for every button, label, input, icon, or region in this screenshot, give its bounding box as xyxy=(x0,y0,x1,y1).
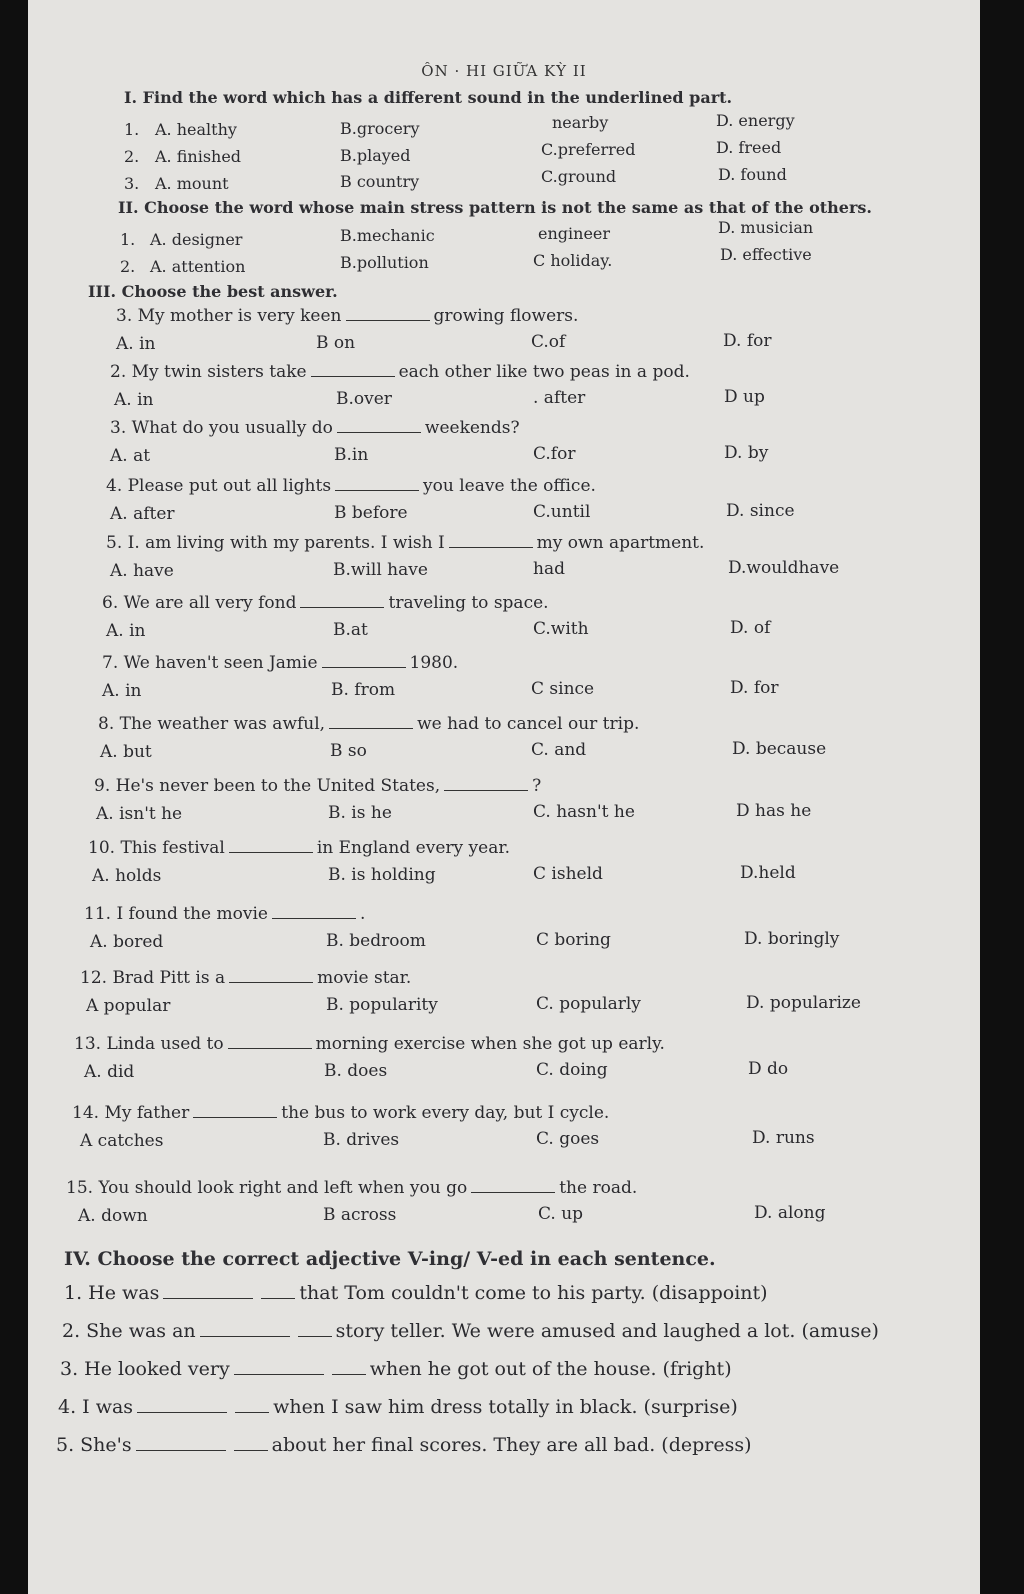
p3-q7-option-d[interactable]: D. for xyxy=(730,678,779,698)
p1-q2-num: 2. xyxy=(124,147,140,166)
p3-q4-option-d[interactable]: D. since xyxy=(726,501,795,521)
question-stem: 11. I found the movie xyxy=(84,904,268,924)
p4-question-5 xyxy=(56,1434,752,1456)
p3-q13-option-a[interactable]: A. did xyxy=(84,1062,135,1082)
question-stem: 5. She's xyxy=(56,1434,132,1456)
answer-blank[interactable] xyxy=(137,1398,227,1413)
p3-q13-option-b[interactable]: B. does xyxy=(324,1061,388,1081)
p3-q4-option-b[interactable]: B before xyxy=(334,503,408,523)
p1-q2-a: A. finished xyxy=(155,147,242,166)
p3-question-5 xyxy=(106,533,704,553)
p3-q12-option-c[interactable]: C. popularly xyxy=(536,994,641,1014)
p3-q14-option-b[interactable]: B. drives xyxy=(323,1130,400,1150)
question-tail: 1980. xyxy=(409,653,459,673)
question-stem: 3. What do you usually do xyxy=(110,418,333,438)
question-tail: you leave the office. xyxy=(423,476,596,496)
p3-q7-option-a[interactable]: A. in xyxy=(102,681,142,701)
p3-q6-option-c[interactable]: C.with xyxy=(533,619,589,639)
answer-blank[interactable] xyxy=(228,1034,312,1049)
answer-blank[interactable] xyxy=(229,968,313,983)
p3-q10-option-a[interactable]: A. holds xyxy=(92,866,162,886)
answer-blank[interactable] xyxy=(329,714,413,729)
p3-q9-option-d[interactable]: D has he xyxy=(736,801,812,821)
p2-q1-num: 1. xyxy=(120,230,136,249)
p3-q1-option-b[interactable]: B on xyxy=(316,333,356,353)
answer-blank[interactable] xyxy=(311,362,395,377)
p3-q3-option-b[interactable]: B.in xyxy=(334,445,369,465)
p3-q11-option-c[interactable]: C boring xyxy=(536,930,611,950)
question-stem: 3. My mother is very keen xyxy=(116,306,342,326)
p4-question-2 xyxy=(62,1320,879,1342)
p3-q3-option-a[interactable]: A. at xyxy=(110,446,151,466)
question-stem: 7. We haven't seen Jamie xyxy=(102,653,318,673)
answer-blank[interactable] xyxy=(234,1360,324,1375)
p3-question-10 xyxy=(88,838,510,858)
p3-question-15 xyxy=(66,1178,637,1198)
p2-q2-d: D. effective xyxy=(720,245,812,264)
p1-q2-d: D. freed xyxy=(716,138,782,157)
p2-q1-b: B.mechanic xyxy=(340,226,435,245)
p3-q4-option-a[interactable]: A. after xyxy=(110,504,175,524)
p3-question-4 xyxy=(106,476,596,496)
question-tail: story teller. We were amused and laughed a lot. (amuse) xyxy=(335,1320,879,1342)
question-stem: 6. We are all very fond xyxy=(102,593,297,613)
p3-q3-option-c[interactable]: C.for xyxy=(533,444,576,464)
question-tail: movie star. xyxy=(317,968,412,988)
p3-q14-option-c[interactable]: C. goes xyxy=(536,1129,600,1149)
question-stem: 4. I was xyxy=(58,1396,134,1418)
question-tail: each other like two peas in a pod. xyxy=(398,362,690,382)
question-stem: 14. My father xyxy=(72,1103,190,1123)
p3-q4-option-c[interactable]: C.until xyxy=(533,502,591,522)
p3-q9-option-c[interactable]: C. hasn't he xyxy=(533,802,635,822)
p3-question-13 xyxy=(74,1034,665,1054)
p1-q1-a: A. healthy xyxy=(155,120,237,139)
question-tail: morning exercise when she got up early. xyxy=(315,1034,665,1054)
p3-q11-option-b[interactable]: B. bedroom xyxy=(326,931,426,951)
section-4-heading: IV. Choose the correct adjective V-ing/ V-ed in each sentence. xyxy=(64,1248,716,1270)
question-tail: that Tom couldn't come to his party. (disappoint) xyxy=(299,1282,768,1304)
p3-q12-option-b[interactable]: B. popularity xyxy=(326,995,438,1015)
p3-q5-option-b[interactable]: B.will have xyxy=(333,560,428,580)
p2-q1-d: D. musician xyxy=(718,218,814,237)
answer-blank[interactable] xyxy=(322,653,406,668)
p3-q9-option-b[interactable]: B. is he xyxy=(328,803,392,823)
p3-q9-option-a[interactable]: A. isn't he xyxy=(96,804,183,824)
question-stem: 2. My twin sisters take xyxy=(110,362,307,382)
p3-q7-option-c[interactable]: C since xyxy=(531,679,595,699)
p3-q3-option-d[interactable]: D. by xyxy=(724,443,769,463)
p3-q1-option-a[interactable]: A. in xyxy=(116,334,156,354)
p3-q10-option-c[interactable]: C isheld xyxy=(533,864,603,884)
p3-q1-option-d[interactable]: D. for xyxy=(723,331,772,351)
question-tail: we had to cancel our trip. xyxy=(417,714,640,734)
p1-q3-d: D. found xyxy=(718,165,787,184)
p3-q5-option-a[interactable]: A. have xyxy=(110,561,174,581)
p3-q8-option-d[interactable]: D. because xyxy=(732,739,827,759)
answer-blank[interactable] xyxy=(200,1322,290,1337)
p3-q12-option-d[interactable]: D. popularize xyxy=(746,993,861,1013)
p4-question-3 xyxy=(60,1358,732,1380)
p3-q11-option-d[interactable]: D. boringly xyxy=(744,929,840,949)
question-tail: weekends? xyxy=(424,418,520,438)
question-tail: . xyxy=(359,904,366,924)
p3-q8-option-a[interactable]: A. but xyxy=(100,742,152,762)
p3-q6-option-a[interactable]: A. in xyxy=(106,621,146,641)
answer-blank[interactable] xyxy=(272,904,356,919)
p1-q1-c: nearby xyxy=(552,113,609,132)
question-stem: 10. This festival xyxy=(88,838,225,858)
p2-q2-num: 2. xyxy=(120,257,136,276)
p3-q8-option-b[interactable]: B so xyxy=(330,741,367,761)
question-stem: 1. He was xyxy=(64,1282,160,1304)
p3-q1-option-c[interactable]: C.of xyxy=(531,332,566,352)
question-tail: traveling to space. xyxy=(388,593,549,613)
p3-q10-option-d[interactable]: D.held xyxy=(740,863,796,883)
answer-blank[interactable] xyxy=(471,1178,555,1193)
question-stem: 5. I. am living with my parents. I wish I xyxy=(106,533,445,553)
answer-blank[interactable] xyxy=(136,1436,226,1451)
question-stem: 12. Brad Pitt is a xyxy=(80,968,226,988)
p3-question-7 xyxy=(102,653,458,673)
answer-blank[interactable] xyxy=(444,776,528,791)
p3-question-2 xyxy=(110,362,690,382)
answer-blank[interactable] xyxy=(229,838,313,853)
p3-q11-option-a[interactable]: A. bored xyxy=(90,932,164,952)
question-tail: my own apartment. xyxy=(536,533,705,553)
p4-question-4 xyxy=(58,1396,738,1418)
p3-question-1 xyxy=(116,306,578,326)
p1-q2-c: C.preferred xyxy=(541,140,636,159)
p2-q1-c: engineer xyxy=(538,224,611,243)
p1-q1-num: 1. xyxy=(124,120,140,139)
p3-q14-option-d[interactable]: D. runs xyxy=(752,1128,815,1148)
p3-q8-option-c[interactable]: C. and xyxy=(531,740,587,760)
page-title: ÔN · HI GIỮA KỲ II xyxy=(421,62,587,80)
p3-q5-option-d[interactable]: D.wouldhave xyxy=(728,558,840,578)
p3-question-14 xyxy=(72,1103,609,1123)
answer-blank-tail[interactable] xyxy=(234,1436,268,1451)
question-stem: 9. He's never been to the United States, xyxy=(94,776,441,796)
question-tail: the bus to work every day, but I cycle. xyxy=(281,1103,610,1123)
p1-q3-a: A. mount xyxy=(155,174,229,193)
question-stem: 4. Please put out all lights xyxy=(106,476,332,496)
p3-q7-option-b[interactable]: B. from xyxy=(331,680,396,700)
p4-question-1 xyxy=(64,1282,768,1304)
answer-blank[interactable] xyxy=(335,476,419,491)
question-tail: about her final scores. They are all bad. (depress) xyxy=(271,1434,752,1456)
p1-q3-num: 3. xyxy=(124,174,140,193)
answer-blank-tail[interactable] xyxy=(235,1398,269,1413)
p3-q13-option-c[interactable]: C. doing xyxy=(536,1060,608,1080)
p3-question-9 xyxy=(94,776,541,796)
answer-blank-tail[interactable] xyxy=(261,1284,295,1299)
p3-q13-option-d[interactable]: D do xyxy=(748,1059,789,1079)
p2-q2-a: A. attention xyxy=(150,257,246,276)
p3-q2-option-a[interactable]: A. in xyxy=(114,390,154,410)
question-stem: 3. He looked very xyxy=(60,1358,230,1380)
question-tail: ? xyxy=(532,776,542,796)
p1-q2-b: B.played xyxy=(340,146,411,165)
p1-q3-b: B country xyxy=(340,172,420,191)
section-3-heading: III. Choose the best answer. xyxy=(88,282,338,301)
p3-q15-option-a[interactable]: A. down xyxy=(78,1206,148,1226)
question-stem: 15. You should look right and left when you go xyxy=(66,1178,468,1198)
answer-blank[interactable] xyxy=(449,533,533,548)
answer-blank[interactable] xyxy=(346,306,430,321)
p2-q2-c: C holiday. xyxy=(533,251,613,270)
worksheet-page xyxy=(28,0,980,1594)
p3-question-8 xyxy=(98,714,639,734)
p3-q14-option-a[interactable]: A catches xyxy=(80,1131,164,1151)
p3-q2-option-c[interactable]: . after xyxy=(533,388,586,408)
question-stem: 2. She was an xyxy=(62,1320,196,1342)
p3-q15-option-c[interactable]: C. up xyxy=(538,1204,584,1224)
question-tail: when I saw him dress totally in black. (surprise) xyxy=(273,1396,738,1418)
p3-question-3 xyxy=(110,418,520,438)
answer-blank[interactable] xyxy=(163,1284,253,1299)
question-stem: 8. The weather was awful, xyxy=(98,714,326,734)
p2-q2-b: B.pollution xyxy=(340,253,429,272)
question-stem: 13. Linda used to xyxy=(74,1034,224,1054)
section-1-heading: I. Find the word which has a different sound in the underlined part. xyxy=(124,88,733,107)
question-tail: when he got out of the house. (fright) xyxy=(369,1358,732,1380)
p3-q6-option-d[interactable]: D. of xyxy=(730,618,771,638)
p3-q10-option-b[interactable]: B. is holding xyxy=(328,865,436,885)
question-tail: growing flowers. xyxy=(433,306,579,326)
p3-q6-option-b[interactable]: B.at xyxy=(333,620,368,640)
p1-q1-d: D. energy xyxy=(716,111,795,130)
answer-blank-tail[interactable] xyxy=(298,1322,332,1337)
answer-blank-tail[interactable] xyxy=(332,1360,366,1375)
answer-blank[interactable] xyxy=(300,593,384,608)
p3-question-12 xyxy=(80,968,411,988)
p3-q15-option-b[interactable]: B across xyxy=(323,1205,397,1225)
section-2-heading: II. Choose the word whose main stress pattern is not the same as that of the others. xyxy=(118,198,872,217)
p3-question-11 xyxy=(84,904,365,924)
p1-q3-c: C.ground xyxy=(541,167,617,186)
p1-q1-b: B.grocery xyxy=(340,119,420,138)
p2-q1-a: A. designer xyxy=(150,230,243,249)
p3-q12-option-a[interactable]: A popular xyxy=(86,996,171,1016)
question-tail: in England every year. xyxy=(316,838,510,858)
p3-question-6 xyxy=(102,593,549,613)
p3-q15-option-d[interactable]: D. along xyxy=(754,1203,826,1223)
answer-blank[interactable] xyxy=(337,418,421,433)
p3-q5-option-c[interactable]: had xyxy=(533,559,565,579)
p3-q2-option-d[interactable]: D up xyxy=(724,387,765,407)
p3-q2-option-b[interactable]: B.over xyxy=(336,389,392,409)
question-tail: the road. xyxy=(559,1178,638,1198)
answer-blank[interactable] xyxy=(193,1103,277,1118)
